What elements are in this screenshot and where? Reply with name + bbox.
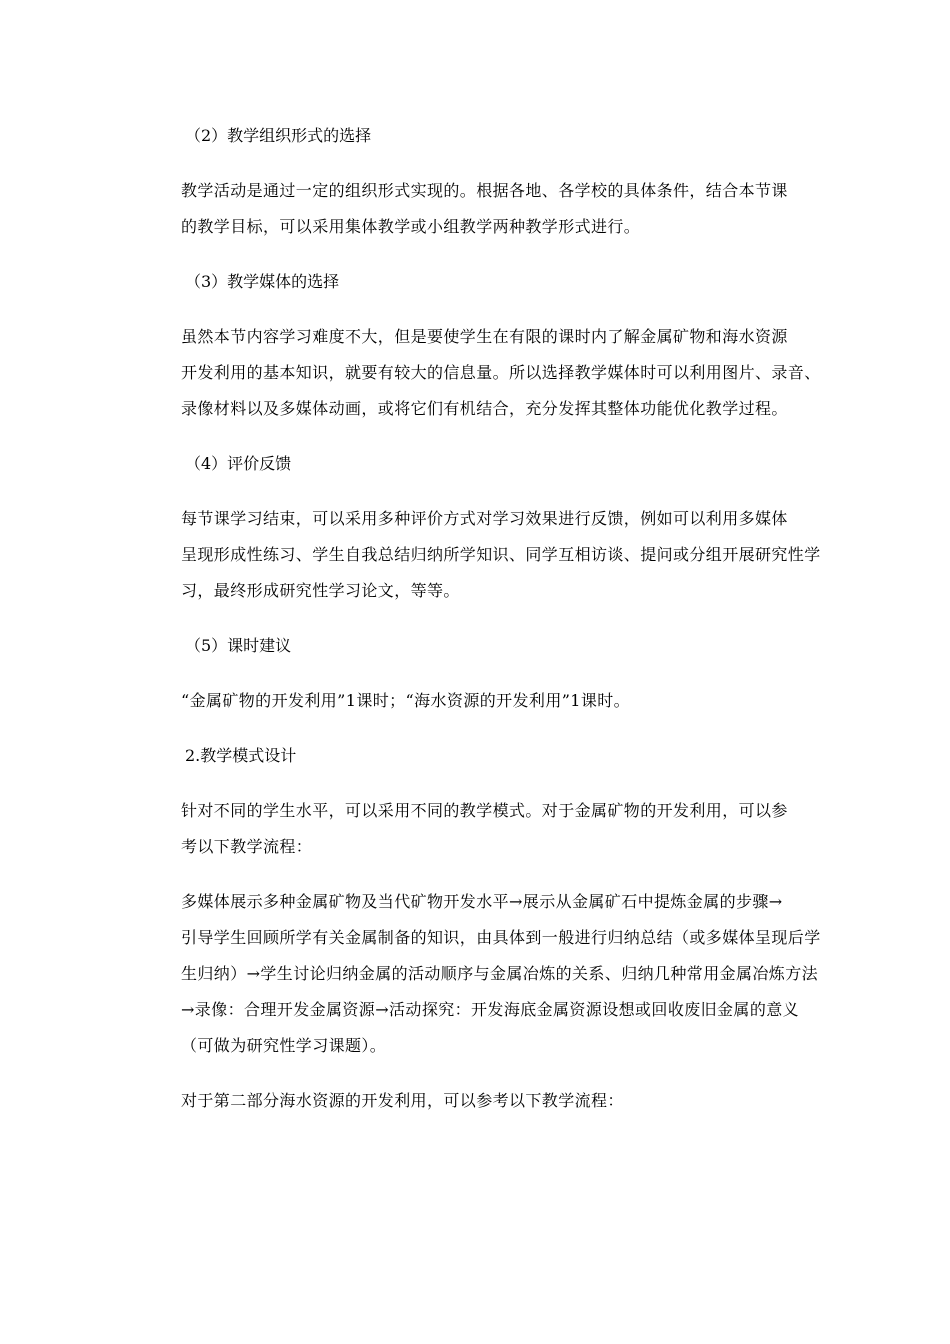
text-line: 虽然本节内容学习难度不大，但是要使学生在有限的课时内了解金属矿物和海水资源 <box>181 327 788 346</box>
section-heading-organization: （2）教学组织形式的选择 <box>185 126 372 145</box>
text-line: 针对不同的学生水平，可以采用不同的教学模式。对于金属矿物的开发利用，可以参 <box>181 801 788 820</box>
section-heading-teaching-mode: 2.教学模式设计 <box>185 746 297 765</box>
paragraph-feedback <box>145 501 821 609</box>
text-line: 教学活动是通过一定的组织形式实现的。根据各地、各学校的具体条件，结合本节课 <box>181 181 788 200</box>
paragraph-class-hours <box>145 683 805 719</box>
section-heading-feedback: （4）评价反馈 <box>185 454 292 473</box>
text-line: 开发利用的基本知识，就要有较大的信息量。所以选择教学媒体时可以利用图片、录音、 <box>181 363 821 382</box>
paragraph-teaching-mode <box>145 793 805 865</box>
text-line: 录像材料以及多媒体动画，或将它们有机结合，充分发挥其整体功能优化教学过程。 <box>181 399 788 418</box>
text-line: 习，最终形成研究性学习论文，等等。 <box>181 581 460 600</box>
paragraph-media <box>145 319 821 427</box>
text-line: →录像：合理开发金属资源→活动探究：开发海底金属资源设想或回收废旧金属的意义 <box>181 1000 800 1019</box>
text-line: 每节课学习结束，可以采用多种评价方式对学习效果进行反馈，例如可以利用多媒体 <box>181 509 788 528</box>
document-body <box>145 118 821 1138</box>
paragraph-seawater-intro <box>145 1083 805 1119</box>
paragraph-organization <box>145 173 805 245</box>
text-line: 对于第二部分海水资源的开发利用，可以参考以下教学流程： <box>181 1091 624 1110</box>
text-line: 呈现形成性练习、学生自我总结归纳所学知识、同学互相访谈、提问或分组开展研究性学 <box>181 545 821 564</box>
text-line: 生归纳）→学生讨论归纳金属的活动顺序与金属冶炼的关系、归纳几种常用金属冶炼方法 <box>181 964 819 983</box>
text-line: “金属矿物的开发利用”1课时；“海水资源的开发利用”1课时。 <box>181 691 631 710</box>
text-line: 多媒体展示多种金属矿物及当代矿物开发水平→展示从金属矿石中提炼金属的步骤→ <box>181 892 783 911</box>
text-line: 引导学生回顾所学有关金属制备的知识，由具体到一般进行归纳总结（或多媒体呈现后学 <box>181 928 821 947</box>
text-line: （可做为研究性学习课题）。 <box>181 1036 387 1055</box>
section-heading-class-hours: （5）课时建议 <box>185 636 292 655</box>
text-line: 的教学目标，可以采用集体教学或小组教学两种教学形式进行。 <box>181 217 641 236</box>
section-heading-media: （3）教学媒体的选择 <box>185 272 340 291</box>
text-line: 考以下教学流程： <box>181 837 313 856</box>
paragraph-teaching-flow <box>145 884 821 1064</box>
